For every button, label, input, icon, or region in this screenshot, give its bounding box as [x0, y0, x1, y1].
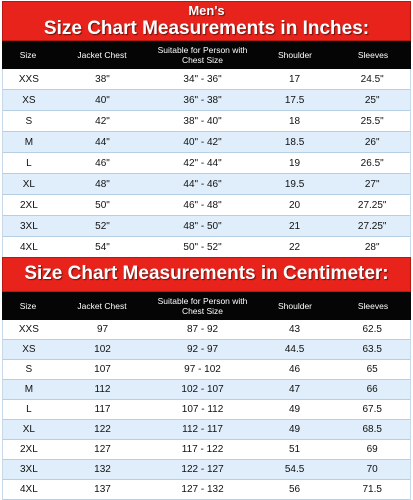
cell-size: XL: [22, 424, 35, 435]
cell-size: M: [24, 136, 34, 148]
cell-size: M: [24, 384, 34, 395]
cell-suitable-chest: 102 - 107: [181, 384, 224, 395]
cell-shoulder: 49: [289, 404, 301, 415]
cell-jacket-chest: 38": [95, 73, 110, 85]
table-row: [3, 440, 410, 460]
cell-sleeves: 26": [364, 136, 380, 148]
header-shoulder: Shoulder: [277, 50, 313, 60]
cell-suitable-chest: 127 - 132: [181, 484, 224, 495]
cell-jacket-chest: 107: [94, 364, 111, 375]
cell-suitable-chest: 46" - 48": [183, 199, 222, 211]
cell-sleeves: 25.5": [360, 115, 384, 127]
cell-suitable-chest: 48" - 50": [183, 220, 222, 232]
cell-jacket-chest: 132: [94, 464, 111, 475]
table-row: [3, 400, 410, 420]
header-jacket-chest: Jacket Chest: [77, 50, 127, 60]
table-row: [3, 320, 410, 340]
header-sleeves: Sleeves: [357, 301, 389, 311]
cell-size: XL: [22, 178, 35, 190]
table-row: [3, 153, 410, 174]
cell-shoulder: 17: [289, 73, 301, 85]
table-row: [3, 340, 410, 360]
cell-sleeves: 67.5: [362, 404, 382, 415]
mens-label: Men's: [188, 3, 225, 18]
cell-size: 2XL: [19, 199, 38, 211]
table-row: [3, 174, 410, 195]
cell-jacket-chest: 48": [95, 178, 110, 190]
cell-shoulder: 51: [289, 444, 301, 455]
cell-jacket-chest: 117: [94, 404, 111, 415]
cell-sleeves: 25": [364, 94, 380, 106]
cell-shoulder: 56: [289, 484, 301, 495]
cell-shoulder: 21: [289, 220, 301, 232]
cell-sleeves: 71.5: [362, 484, 382, 495]
cell-suitable-chest: 112 - 117: [182, 424, 223, 435]
cell-shoulder: 18.5: [284, 136, 305, 148]
cell-suitable-chest: 38" - 40": [183, 115, 222, 127]
table-row: [3, 90, 410, 111]
header-size: Size: [19, 301, 37, 311]
cell-size: L: [26, 404, 32, 415]
cell-sleeves: 24.5": [360, 73, 384, 85]
cell-shoulder: 19: [289, 157, 301, 169]
centimeter-title-banner: [2, 257, 411, 292]
header-jacket-chest: Jacket Chest: [77, 301, 127, 311]
cell-sleeves: 27.25": [357, 199, 387, 211]
table-row: [3, 132, 410, 153]
cell-sleeves: 66: [366, 384, 378, 395]
cell-suitable-chest: 97 - 102: [184, 364, 221, 375]
cell-sleeves: 69: [366, 444, 378, 455]
inches-table-header: [2, 41, 411, 69]
cell-suitable-chest: 34" - 36": [183, 73, 222, 85]
cell-suitable-chest: 107 - 112: [181, 404, 224, 415]
cell-jacket-chest: 46": [95, 157, 110, 169]
centimeter-table-body: [2, 320, 411, 500]
cell-jacket-chest: 50": [95, 199, 110, 211]
cell-size: S: [25, 364, 33, 375]
cell-shoulder: 18: [289, 115, 301, 127]
header-shoulder: Shoulder: [277, 301, 313, 311]
cell-size: XS: [22, 344, 36, 355]
cell-size: 3XL: [19, 464, 38, 475]
cell-shoulder: 49: [289, 424, 301, 435]
cell-shoulder: 44.5: [284, 344, 305, 355]
table-row: [3, 111, 410, 132]
cell-size: 4XL: [19, 484, 38, 495]
cell-suitable-chest: 117 - 122: [181, 444, 224, 455]
cell-size: 4XL: [19, 241, 38, 253]
cell-jacket-chest: 54": [95, 241, 110, 253]
table-row: [3, 420, 410, 440]
cell-jacket-chest: 42": [95, 115, 110, 127]
cell-suitable-chest: 50" - 52": [183, 241, 222, 253]
table-row: [3, 195, 410, 216]
cell-sleeves: 68.5: [362, 424, 382, 435]
inches-title: Size Chart Measurements in Inches:: [43, 18, 370, 39]
centimeter-table-header: [2, 292, 411, 320]
header-sleeves: Sleeves: [357, 50, 389, 60]
cell-suitable-chest: 40" - 42": [183, 136, 222, 148]
cell-sleeves: 27.25": [357, 220, 387, 232]
cell-size: 2XL: [19, 444, 38, 455]
cell-sleeves: 28": [364, 241, 380, 253]
cell-jacket-chest: 97: [96, 324, 109, 335]
cell-jacket-chest: 122: [94, 424, 111, 435]
cell-suitable-chest: 44" - 46": [183, 178, 222, 190]
cell-jacket-chest: 44": [95, 136, 110, 148]
cell-shoulder: 22: [289, 241, 301, 253]
cell-jacket-chest: 112: [94, 384, 111, 395]
cell-sleeves: 70: [366, 464, 378, 475]
cell-size: XS: [22, 94, 36, 106]
centimeter-section: [2, 257, 411, 500]
cell-shoulder: 17.5: [284, 94, 305, 106]
cell-jacket-chest: 40": [95, 94, 110, 106]
cell-suitable-chest: 122 - 127: [181, 464, 224, 475]
cell-size: XXS: [18, 324, 39, 335]
cell-size: L: [26, 157, 32, 169]
cell-jacket-chest: 52": [95, 220, 110, 232]
cell-shoulder: 47: [289, 384, 301, 395]
cell-shoulder: 20: [289, 199, 301, 211]
inches-section: [2, 1, 411, 258]
table-row: [3, 69, 410, 90]
table-row: [3, 480, 410, 500]
cell-jacket-chest: 137: [94, 484, 111, 495]
cell-suitable-chest: 36" - 38": [183, 94, 222, 106]
cell-suitable-chest: 42" - 44": [183, 157, 222, 169]
cell-size: 3XL: [19, 220, 38, 232]
inches-title-banner: [2, 1, 411, 41]
header-size: Size: [19, 50, 37, 60]
inches-table-body: [2, 69, 411, 258]
table-row: [3, 360, 410, 380]
cell-shoulder: 46: [289, 364, 301, 375]
cell-size: XXS: [18, 73, 39, 85]
table-row: [3, 237, 410, 258]
table-row: [3, 460, 410, 480]
centimeter-title: Size Chart Measurements in Centimeter:: [24, 263, 389, 284]
cell-suitable-chest: 87 - 92: [186, 324, 219, 335]
cell-sleeves: 65: [366, 364, 378, 375]
cell-sleeves: 26.5": [360, 157, 384, 169]
header-suitable-chest: Suitable for Person with Chest Size: [157, 45, 248, 65]
cell-sleeves: 63.5: [362, 344, 382, 355]
header-suitable-chest: Suitable for Person with Chest Size: [157, 296, 248, 316]
cell-jacket-chest: 127: [94, 444, 111, 455]
cell-sleeves: 27": [364, 178, 380, 190]
cell-sleeves: 62.5: [362, 324, 382, 335]
cell-jacket-chest: 102: [94, 344, 111, 355]
table-row: [3, 380, 410, 400]
cell-suitable-chest: 92 - 97: [186, 344, 219, 355]
cell-shoulder: 43: [289, 324, 301, 335]
cell-size: S: [25, 115, 33, 127]
table-row: [3, 216, 410, 237]
cell-shoulder: 54.5: [284, 464, 305, 475]
cell-shoulder: 19.5: [284, 178, 305, 190]
